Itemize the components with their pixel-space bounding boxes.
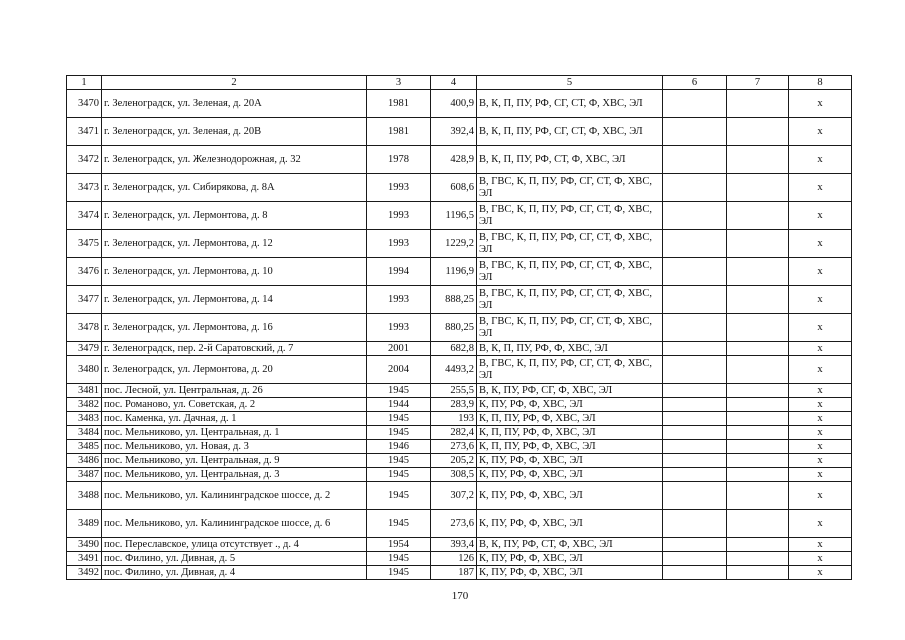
cell-year: 1954 [367, 538, 431, 552]
cell-col-6 [663, 90, 727, 118]
cell-mark: x [789, 314, 852, 342]
table-row [67, 426, 852, 440]
cell-area: 888,25 [431, 286, 477, 314]
cell-address: г. Зеленоградск, ул. Зеленая, д. 20А [102, 90, 367, 118]
cell-address: г. Зеленоградск, ул. Сибирякова, д. 8А [102, 174, 367, 202]
cell-col-6 [663, 356, 727, 384]
cell-col-6 [663, 510, 727, 538]
table-row [67, 468, 852, 482]
cell-col-6 [663, 454, 727, 468]
cell-col-7 [727, 342, 789, 356]
cell-year: 1944 [367, 398, 431, 412]
cell-works [477, 314, 663, 342]
cell-mark: x [789, 202, 852, 230]
cell-area: 273,6 [431, 440, 477, 454]
cell-year: 1981 [367, 90, 431, 118]
cell-area: 392,4 [431, 118, 477, 146]
header-col-3: 3 [367, 76, 431, 90]
cell-address: г. Зеленоградск, ул. Лермонтова, д. 16 [102, 314, 367, 342]
cell-works [477, 230, 663, 258]
cell-mark: x [789, 482, 852, 510]
register-table-container [66, 75, 852, 580]
table-row [67, 118, 852, 146]
cell-col-7 [727, 118, 789, 146]
cell-mark: x [789, 454, 852, 468]
cell-area: 400,9 [431, 90, 477, 118]
cell-year: 1945 [367, 566, 431, 580]
cell-col-6 [663, 258, 727, 286]
cell-area: 308,5 [431, 468, 477, 482]
header-row [67, 76, 852, 90]
cell-year: 1945 [367, 552, 431, 566]
cell-mark: x [789, 510, 852, 538]
cell-area: 307,2 [431, 482, 477, 510]
table-row [67, 342, 852, 356]
cell-col-7 [727, 356, 789, 384]
cell-col-7 [727, 440, 789, 454]
cell-col-7 [727, 426, 789, 440]
cell-year: 1993 [367, 202, 431, 230]
cell-year: 2004 [367, 356, 431, 384]
cell-mark: x [789, 258, 852, 286]
cell-area: 608,6 [431, 174, 477, 202]
table-row [67, 566, 852, 580]
cell-col-7 [727, 146, 789, 174]
cell-works [477, 566, 663, 580]
cell-address: г. Зеленоградск, ул. Лермонтова, д. 14 [102, 286, 367, 314]
cell-col-7 [727, 258, 789, 286]
table-row [67, 412, 852, 426]
cell-col-6 [663, 398, 727, 412]
cell-year: 1993 [367, 286, 431, 314]
header-col-6: 6 [663, 76, 727, 90]
table-row [67, 356, 852, 384]
works-text: К, ПУ, РФ, Ф, ХВС, ЭЛ [479, 398, 583, 410]
works-text: В, ГВС, К, П, ПУ, РФ, СГ, СТ, Ф, ХВС, ЭЛ [479, 231, 652, 255]
cell-works [477, 286, 663, 314]
cell-col-7 [727, 202, 789, 230]
table-row [67, 174, 852, 202]
works-text: К, ПУ, РФ, Ф, ХВС, ЭЛ [479, 454, 583, 466]
table-row [67, 230, 852, 258]
cell-works [477, 356, 663, 384]
cell-col-6 [663, 412, 727, 426]
cell-number: 3485 [67, 440, 102, 454]
cell-year: 1945 [367, 454, 431, 468]
cell-col-6 [663, 468, 727, 482]
works-text: К, ПУ, РФ, Ф, ХВС, ЭЛ [479, 552, 583, 564]
works-text: К, ПУ, РФ, Ф, ХВС, ЭЛ [479, 566, 583, 578]
cell-mark: x [789, 146, 852, 174]
cell-works [477, 412, 663, 426]
table-row [67, 510, 852, 538]
cell-year: 1981 [367, 118, 431, 146]
cell-number: 3470 [67, 90, 102, 118]
cell-number: 3482 [67, 398, 102, 412]
cell-mark: x [789, 356, 852, 384]
cell-col-7 [727, 230, 789, 258]
cell-address: пос. Мельниково, ул. Калининградское шоссе, д. 2 [102, 482, 367, 510]
cell-year: 1945 [367, 510, 431, 538]
register-table [66, 75, 852, 580]
header-col-7: 7 [727, 76, 789, 90]
cell-area: 255,5 [431, 384, 477, 398]
cell-number: 3473 [67, 174, 102, 202]
cell-year: 1993 [367, 174, 431, 202]
works-text: В, ГВС, К, П, ПУ, РФ, СГ, СТ, Ф, ХВС, ЭЛ [479, 175, 652, 199]
table-row [67, 314, 852, 342]
cell-col-6 [663, 440, 727, 454]
cell-year: 1993 [367, 314, 431, 342]
table-row [67, 552, 852, 566]
works-text: В, К, П, ПУ, РФ, СГ, СТ, Ф, ХВС, ЭЛ [479, 125, 643, 137]
cell-col-7 [727, 412, 789, 426]
cell-mark: x [789, 566, 852, 580]
cell-address: г. Зеленоградск, ул. Лермонтова, д. 8 [102, 202, 367, 230]
cell-year: 1978 [367, 146, 431, 174]
cell-works [477, 384, 663, 398]
works-text: В, ГВС, К, П, ПУ, РФ, СГ, СТ, Ф, ХВС, ЭЛ [479, 287, 652, 311]
cell-address: пос. Лесной, ул. Центральная, д. 26 [102, 384, 367, 398]
cell-works [477, 552, 663, 566]
cell-mark: x [789, 174, 852, 202]
cell-year: 1946 [367, 440, 431, 454]
cell-address: г. Зеленоградск, ул. Железнодорожная, д. 32 [102, 146, 367, 174]
cell-area: 428,9 [431, 146, 477, 174]
cell-area: 193 [431, 412, 477, 426]
cell-works [477, 342, 663, 356]
cell-year: 1993 [367, 230, 431, 258]
cell-year: 1945 [367, 412, 431, 426]
cell-col-6 [663, 482, 727, 510]
cell-number: 3490 [67, 538, 102, 552]
cell-works [477, 482, 663, 510]
cell-area: 1229,2 [431, 230, 477, 258]
cell-works [477, 468, 663, 482]
cell-address: г. Зеленоградск, пер. 2-й Саратовский, д. 7 [102, 342, 367, 356]
cell-address: г. Зеленоградск, ул. Лермонтова, д. 12 [102, 230, 367, 258]
cell-number: 3480 [67, 356, 102, 384]
cell-col-6 [663, 230, 727, 258]
cell-col-6 [663, 118, 727, 146]
works-text: В, К, П, ПУ, РФ, СГ, СТ, Ф, ХВС, ЭЛ [479, 97, 643, 109]
cell-col-7 [727, 314, 789, 342]
cell-works [477, 174, 663, 202]
cell-number: 3491 [67, 552, 102, 566]
cell-address: пос. Каменка, ул. Дачная, д. 1 [102, 412, 367, 426]
cell-works [477, 258, 663, 286]
cell-year: 1994 [367, 258, 431, 286]
cell-address: пос. Мельниково, ул. Центральная, д. 1 [102, 426, 367, 440]
cell-number: 3478 [67, 314, 102, 342]
cell-address: пос. Переславское, улица отсутствует ., д. 4 [102, 538, 367, 552]
cell-address: пос. Мельниково, ул. Центральная, д. 3 [102, 468, 367, 482]
works-text: К, П, ПУ, РФ, Ф, ХВС, ЭЛ [479, 440, 596, 452]
cell-area: 187 [431, 566, 477, 580]
header-col-2: 2 [102, 76, 367, 90]
cell-col-7 [727, 482, 789, 510]
cell-works [477, 440, 663, 454]
cell-mark: x [789, 118, 852, 146]
cell-area: 273,6 [431, 510, 477, 538]
works-text: В, К, ПУ, РФ, СГ, Ф, ХВС, ЭЛ [479, 384, 613, 396]
cell-col-6 [663, 384, 727, 398]
cell-address: пос. Мельниково, ул. Новая, д. 3 [102, 440, 367, 454]
cell-mark: x [789, 384, 852, 398]
cell-mark: x [789, 426, 852, 440]
header-col-8: 8 [789, 76, 852, 90]
table-row [67, 90, 852, 118]
cell-address: г. Зеленоградск, ул. Лермонтова, д. 20 [102, 356, 367, 384]
cell-year: 1945 [367, 468, 431, 482]
table-row [67, 398, 852, 412]
cell-area: 126 [431, 552, 477, 566]
table-row [67, 454, 852, 468]
cell-mark: x [789, 440, 852, 454]
cell-col-7 [727, 468, 789, 482]
cell-address: г. Зеленоградск, ул. Лермонтова, д. 10 [102, 258, 367, 286]
table-row [67, 286, 852, 314]
cell-number: 3488 [67, 482, 102, 510]
cell-number: 3479 [67, 342, 102, 356]
cell-number: 3486 [67, 454, 102, 468]
cell-mark: x [789, 286, 852, 314]
works-text: В, ГВС, К, П, ПУ, РФ, СГ, СТ, Ф, ХВС, ЭЛ [479, 315, 652, 339]
cell-col-7 [727, 552, 789, 566]
cell-mark: x [789, 552, 852, 566]
header-col-4: 4 [431, 76, 477, 90]
cell-col-7 [727, 566, 789, 580]
cell-works [477, 146, 663, 174]
table-body [67, 90, 852, 580]
cell-works [477, 398, 663, 412]
cell-number: 3487 [67, 468, 102, 482]
cell-area: 205,2 [431, 454, 477, 468]
cell-area: 282,4 [431, 426, 477, 440]
cell-col-6 [663, 174, 727, 202]
cell-col-7 [727, 454, 789, 468]
cell-works [477, 538, 663, 552]
table-row [67, 384, 852, 398]
cell-col-6 [663, 426, 727, 440]
cell-number: 3483 [67, 412, 102, 426]
cell-address: пос. Филино, ул. Дивная, д. 4 [102, 566, 367, 580]
cell-col-7 [727, 538, 789, 552]
works-text: К, ПУ, РФ, Ф, ХВС, ЭЛ [479, 517, 583, 529]
works-text: К, П, ПУ, РФ, Ф, ХВС, ЭЛ [479, 412, 596, 424]
cell-year: 2001 [367, 342, 431, 356]
cell-col-6 [663, 552, 727, 566]
cell-year: 1945 [367, 482, 431, 510]
page-number: 170 [451, 590, 469, 602]
works-text: В, ГВС, К, П, ПУ, РФ, СГ, СТ, Ф, ХВС, ЭЛ [479, 203, 652, 227]
cell-col-7 [727, 398, 789, 412]
table-row [67, 146, 852, 174]
cell-mark: x [789, 398, 852, 412]
cell-number: 3489 [67, 510, 102, 538]
cell-address: пос. Филино, ул. Дивная, д. 5 [102, 552, 367, 566]
cell-col-6 [663, 202, 727, 230]
cell-area: 682,8 [431, 342, 477, 356]
cell-number: 3471 [67, 118, 102, 146]
cell-col-6 [663, 342, 727, 356]
cell-area: 283,9 [431, 398, 477, 412]
table-row [67, 538, 852, 552]
cell-number: 3472 [67, 146, 102, 174]
cell-address: г. Зеленоградск, ул. Зеленая, д. 20В [102, 118, 367, 146]
cell-mark: x [789, 412, 852, 426]
cell-col-7 [727, 286, 789, 314]
header-col-5: 5 [477, 76, 663, 90]
cell-number: 3492 [67, 566, 102, 580]
cell-area: 880,25 [431, 314, 477, 342]
works-text: В, К, ПУ, РФ, СТ, Ф, ХВС, ЭЛ [479, 538, 613, 550]
cell-year: 1945 [367, 384, 431, 398]
works-text: В, К, П, ПУ, РФ, Ф, ХВС, ЭЛ [479, 342, 608, 354]
cell-mark: x [789, 538, 852, 552]
table-row [67, 258, 852, 286]
table-row [67, 202, 852, 230]
cell-area: 1196,9 [431, 258, 477, 286]
cell-mark: x [789, 230, 852, 258]
cell-address: пос. Мельниково, ул. Центральная, д. 9 [102, 454, 367, 468]
cell-works [477, 90, 663, 118]
cell-col-6 [663, 286, 727, 314]
cell-works [477, 202, 663, 230]
cell-area: 393,4 [431, 538, 477, 552]
cell-works [477, 118, 663, 146]
works-text: В, ГВС, К, П, ПУ, РФ, СГ, СТ, Ф, ХВС, ЭЛ [479, 357, 652, 381]
works-text: В, К, П, ПУ, РФ, СТ, Ф, ХВС, ЭЛ [479, 153, 626, 165]
cell-year: 1945 [367, 426, 431, 440]
works-text: К, ПУ, РФ, Ф, ХВС, ЭЛ [479, 489, 583, 501]
cell-col-6 [663, 566, 727, 580]
cell-mark: x [789, 468, 852, 482]
cell-col-6 [663, 314, 727, 342]
cell-number: 3475 [67, 230, 102, 258]
cell-works [477, 426, 663, 440]
cell-address: пос. Романово, ул. Советская, д. 2 [102, 398, 367, 412]
cell-works [477, 454, 663, 468]
works-text: В, ГВС, К, П, ПУ, РФ, СГ, СТ, Ф, ХВС, ЭЛ [479, 259, 652, 283]
cell-col-7 [727, 90, 789, 118]
cell-area: 4493,2 [431, 356, 477, 384]
works-text: К, ПУ, РФ, Ф, ХВС, ЭЛ [479, 468, 583, 480]
cell-col-6 [663, 538, 727, 552]
cell-mark: x [789, 342, 852, 356]
cell-col-7 [727, 174, 789, 202]
cell-works [477, 510, 663, 538]
cell-mark: x [789, 90, 852, 118]
cell-col-6 [663, 146, 727, 174]
cell-number: 3474 [67, 202, 102, 230]
cell-number: 3477 [67, 286, 102, 314]
cell-area: 1196,5 [431, 202, 477, 230]
cell-address: пос. Мельниково, ул. Калининградское шоссе, д. 6 [102, 510, 367, 538]
cell-number: 3484 [67, 426, 102, 440]
cell-col-7 [727, 384, 789, 398]
header-col-1: 1 [67, 76, 102, 90]
cell-number: 3476 [67, 258, 102, 286]
cell-number: 3481 [67, 384, 102, 398]
cell-col-7 [727, 510, 789, 538]
table-row [67, 482, 852, 510]
table-row [67, 440, 852, 454]
works-text: К, П, ПУ, РФ, Ф, ХВС, ЭЛ [479, 426, 596, 438]
